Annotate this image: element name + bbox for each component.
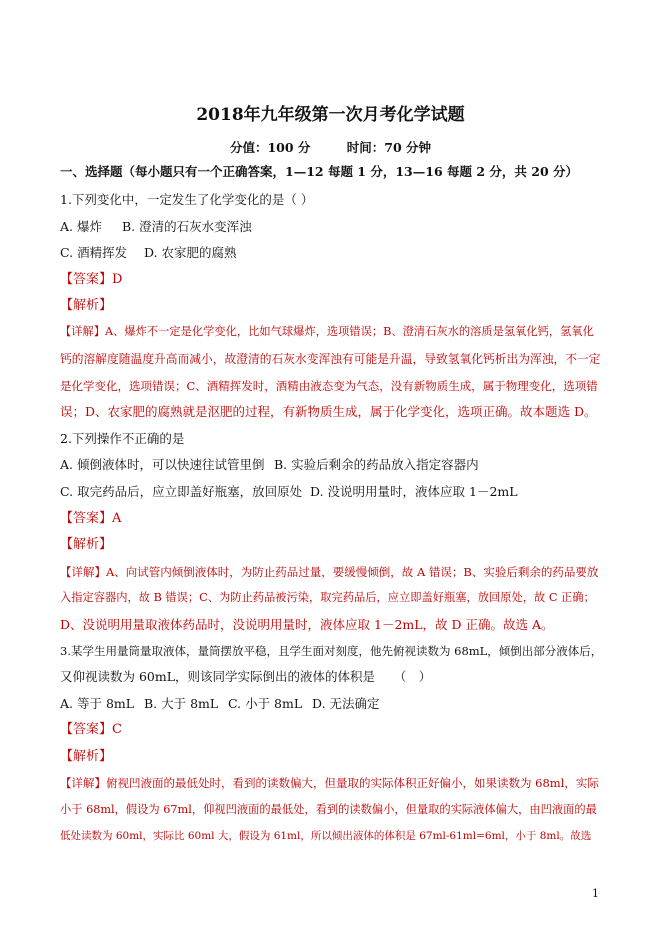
question-2-options-row1 <box>60 457 479 473</box>
q3-detail-line: 低处读数为 60ml，实际比 60ml 大，假设为 61ml，所以倾出液体的体积是 67ml-61ml=6ml，小于 8ml。故选 <box>60 830 592 842</box>
q2-answer: 【答案】A <box>60 511 122 526</box>
q3-answer: 【答案】C <box>60 722 122 737</box>
q2-analysis-label: 【解析】 <box>60 537 113 552</box>
q3-option-c: C. 小于 8mL <box>228 696 303 711</box>
q1-option-a: A. 爆炸 <box>60 219 102 234</box>
question-1-options-row1 <box>60 219 252 235</box>
q3-detail-line: 小于 68ml，假设为 67ml，仰视凹液面的最低处，看到的读数偏小，但量取的实际液体偏大，由凹液面的最 <box>60 803 597 816</box>
q1-option-b: B. 澄清的石灰水变浑浊 <box>122 219 252 234</box>
q1-option-d: D. 农家肥的腐熟 <box>144 245 237 260</box>
q3-option-d: D. 无法确定 <box>312 696 380 711</box>
question-1-options-row2 <box>60 245 237 261</box>
q1-option-c: C. 酒精挥发 <box>60 245 128 260</box>
time-label: 时间：70 分钟 <box>346 140 432 155</box>
question-3-stem: 3.某学生用量筒量取液体，量筒摆放平稳，且学生面对刻度，他先俯视读数为 68mL，倾倒出部分液体后， <box>60 644 603 658</box>
q2-option-d: D. 没说明用量时，液体应取 1－2mL <box>310 484 518 499</box>
q1-detail-line: 误；D、农家肥的腐熟就是沤肥的过程，有新物质生成，属于化学变化，选项正确。故本题选 D。 <box>60 404 597 419</box>
question-2-stem: 2.下列操作不正确的是 <box>60 431 185 446</box>
score-label: 分值：100 分 <box>229 140 311 155</box>
q3-analysis-label: 【解析】 <box>60 749 113 764</box>
exam-meta <box>0 138 661 156</box>
page-number: 1 <box>592 887 599 900</box>
section-heading: 一、选择题（每小题只有一个正确答案，1—12 每题 1 分，13—16 每题 2 分，共 20 分） <box>60 164 578 179</box>
q1-detail-line: 【详解】A、爆炸不一定是化学变化，比如气球爆炸，选项错误；B、澄清石灰水的溶质是氢氧化钙，氢氧化 <box>60 325 594 338</box>
q2-option-c: C. 取完药品后，应立即盖好瓶塞，放回原处 <box>60 484 303 499</box>
q1-answer: 【答案】D <box>60 272 123 287</box>
q3-option-b: B. 大于 8mL <box>144 696 219 711</box>
q3-detail-line: 【详解】俯视凹液面的最低处时，看到的读数偏大，但量取的实际体积正好偏小，如果读数为 68ml，实际 <box>60 776 599 790</box>
q3-option-a: A. 等于 8mL <box>60 696 135 711</box>
question-3-options <box>60 696 380 712</box>
q2-option-a: A. 倾倒液体时，可以快速往试管里倒 <box>60 457 265 472</box>
q2-detail-line: 【详解】A、向试管内倾倒液体时，为防止药品过量，要缓慢倾倒，故 A 错误；B、实验后剩余的药品要放 <box>60 565 599 579</box>
q2-detail-line: D、没说明用量取液体药品时，没说明用量时，液体应取 1－2mL，故 D 正确。故选 A。 <box>60 617 554 632</box>
question-3-stem: 又仰视读数为 60mL，则该同学实际倒出的液体的体积是 （ ） <box>60 669 432 684</box>
q1-detail-line: 是化学变化，选项错误；C、酒精挥发时，酒精由液态变为气态，没有新物质生成，属于物理变化，选项错 <box>60 379 598 393</box>
question-1-stem: 1.下列变化中，一定发生了化学变化的是（ ） <box>60 192 314 207</box>
question-2-options-row2 <box>60 484 518 500</box>
q2-option-b: B. 实验后剩余的药品放入指定容器内 <box>274 457 479 472</box>
q2-detail-line: 入指定容器内，故 B 错误；C、为防止药品被污染，取完药品后，应立即盖好瓶塞，放回原处，故 C 正确； <box>60 591 595 604</box>
q1-detail-line: 钙的溶解度随温度升高而减小，故澄清的石灰水变浑浊有可能是升温，导致氢氧化钙析出为浑浊，不一定 <box>60 352 601 366</box>
q1-analysis-label: 【解析】 <box>60 298 113 313</box>
page-title: 2018年九年级第一次月考化学试题 <box>196 105 465 125</box>
